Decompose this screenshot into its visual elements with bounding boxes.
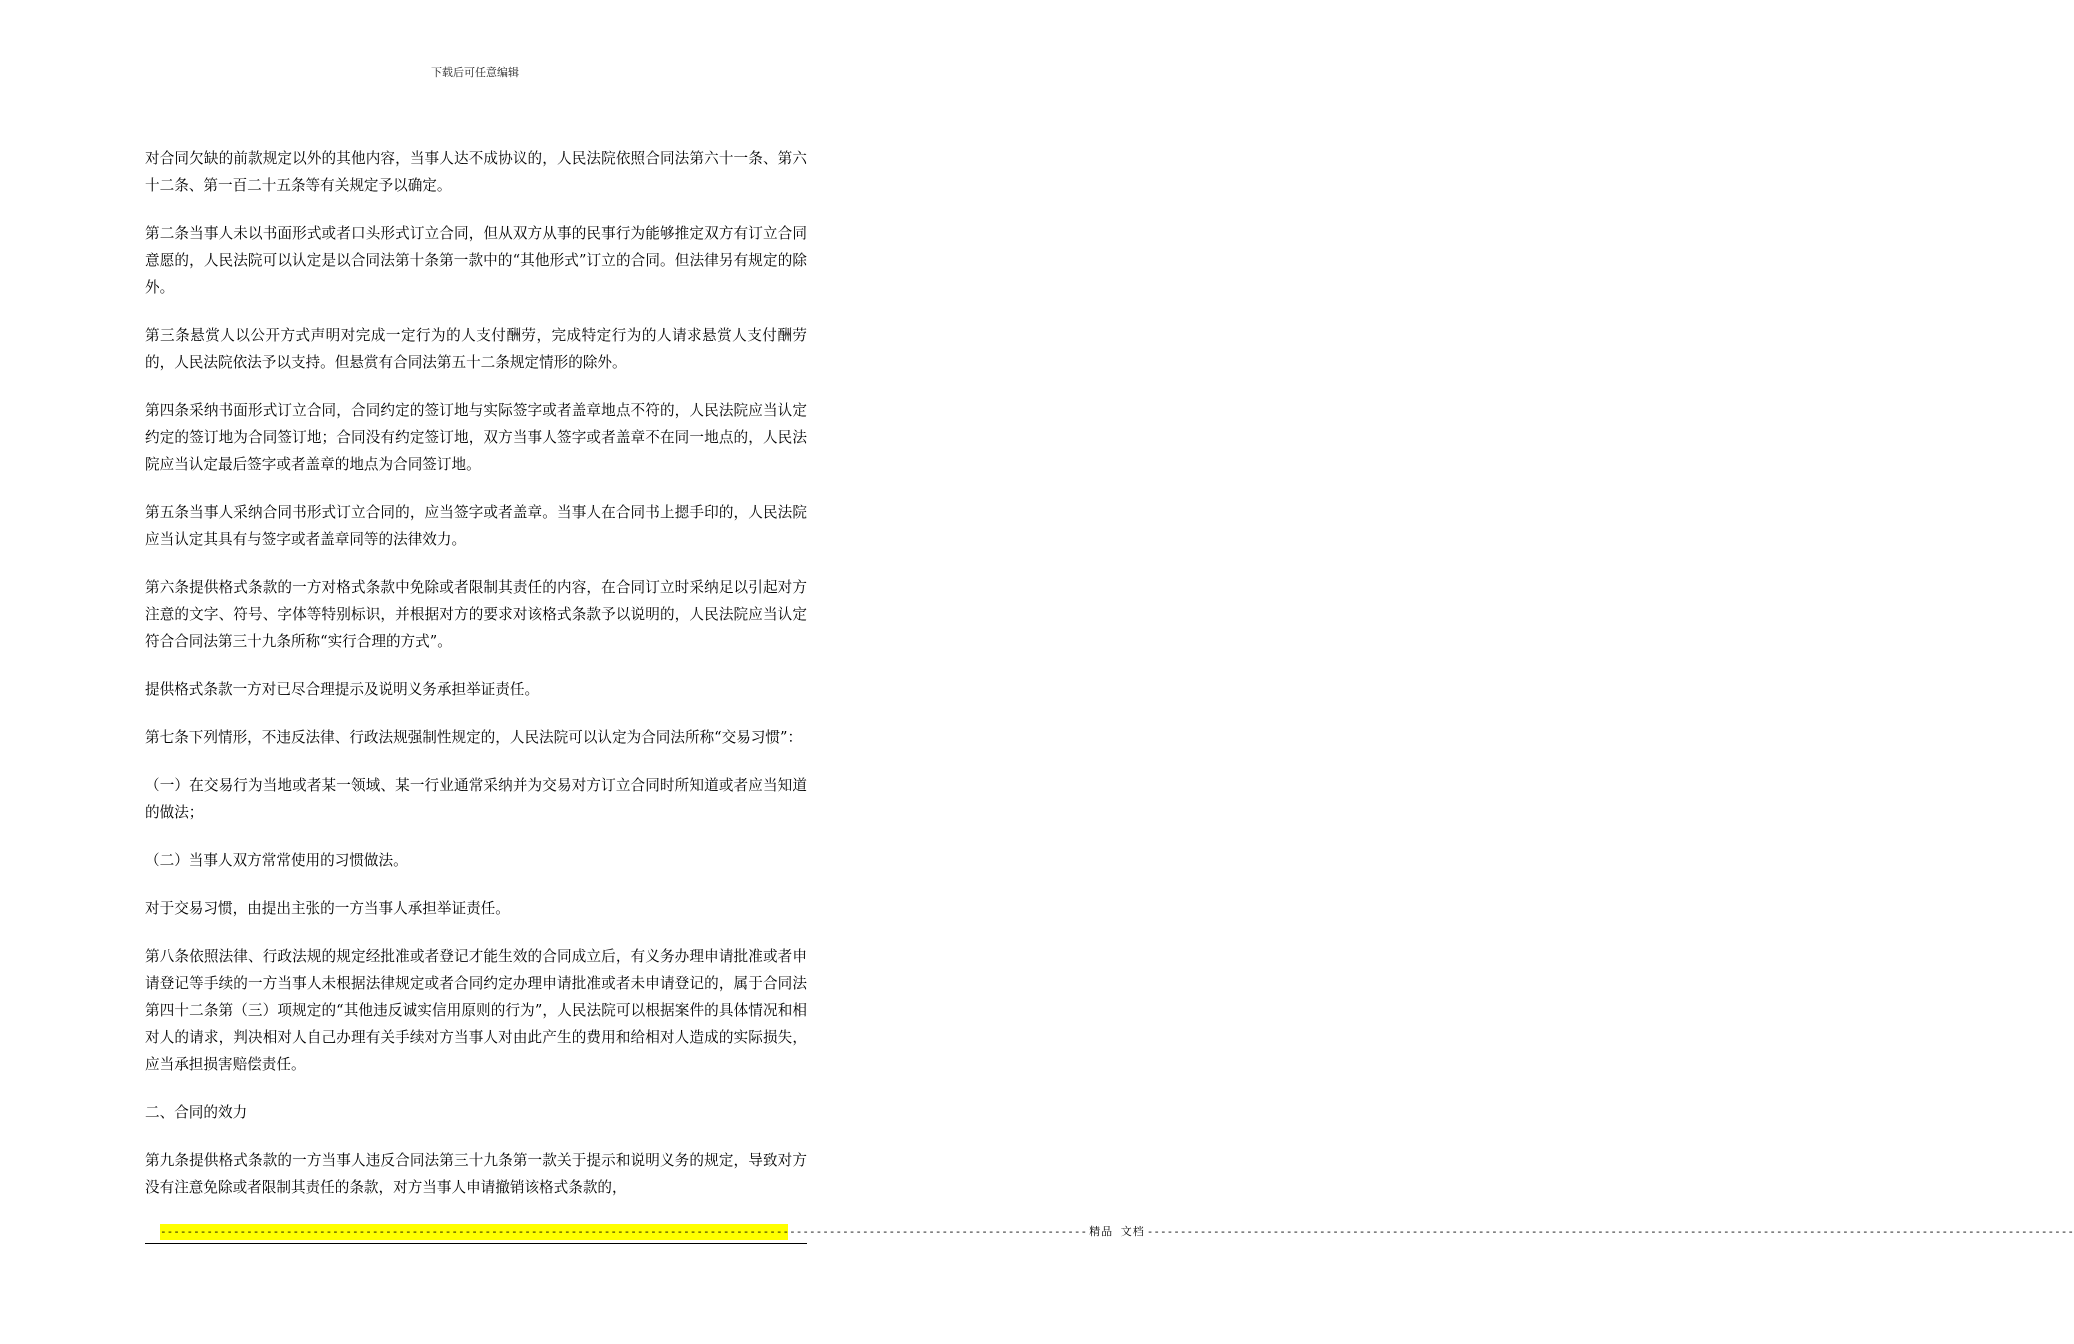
section-heading: 二、合同的效力 [145,1104,248,1121]
footer-banner [160,1224,2074,1240]
paragraph-4: 第四条采纳书面形式订立合同，合同约定的签订地与实际签字或者盖章地点不符的，人民法院应当认定约定的签订地为合同签订地；合同没有约定签订地，双方当事人签字或者盖章不在同一地点的，人民法院应当认定最后签字或者盖章的地点为合同签订地。 [145,402,807,473]
footer-rule [145,1243,807,1244]
paragraph-7: 提供格式条款一方对已尽合理提示及说明义务承担举证责任。 [145,681,540,698]
document-body [145,145,807,1222]
paragraph-10: （二）当事人双方常常使用的习惯做法。 [145,852,408,869]
paragraph-13: 第九条提供格式条款的一方当事人违反合同法第三十九条第一款关于提示和说明义务的规定，导致对方没有注意免除或者限制其责任的条款，对方当事人申请撤销该格式条款的， [145,1152,807,1196]
page-header-note: 下载后可任意编辑 [431,66,519,79]
paragraph-8: 第七条下列情形，不违反法律、行政法规强制性规定的，人民法院可以认定为合同法所称“交易习惯”： [145,729,803,746]
footer-label: 精品 文档 [1089,1225,1145,1238]
paragraph-6: 第六条提供格式条款的一方对格式条款中免除或者限制其责任的内容，在合同订立时采纳足以引起对方注意的文字、符号、字体等特别标识，并根据对方的要求对该格式条款予以说明的，人民法院应当认定符合合同法第三十九条所称“实行合理的方式”。 [145,579,807,650]
paragraph-5: 第五条当事人采纳合同书形式订立合同的，应当签字或者盖章。当事人在合同书上摁手印的，人民法院应当认定其具有与签字或者盖章同等的法律效力。 [145,504,807,548]
paragraph-9: （一）在交易行为当地或者某一领域、某一行业通常采纳并为交易对方订立合同时所知道或者应当知道的做法； [145,777,807,821]
footer-dash-left: -------------------------------------------------------------------------------------------------------------------------------------------- [160,1225,1088,1238]
footer-dash-right: -------------------------------------------------------------------------------------------------------------------------------------------- [1146,1225,2074,1238]
paragraph-12: 第八条依照法律、行政法规的规定经批准或者登记才能生效的合同成立后，有义务办理申请批准或者申请登记等手续的一方当事人未根据法律规定或者合同约定办理申请批准或者未申请登记的，属于合同法第四十二条第（三）项规定的“其他违反诚实信用原则的行为”，人民法院可以根据案件的具体情况和相对人的请求，判决相对人自己办理有关手续对方当事人对由此产生的费用和给相对人造成的实际损失，应当承担损害赔偿责任。 [145,948,807,1073]
paragraph-3: 第三条悬赏人以公开方式声明对完成一定行为的人支付酬劳，完成特定行为的人请求悬赏人支付酬劳的，人民法院依法予以支持。但悬赏有合同法第五十二条规定情形的除外。 [145,327,807,371]
paragraph-1: 对合同欠缺的前款规定以外的其他内容，当事人达不成协议的，人民法院依照合同法第六十一条、第六十二条、第一百二十五条等有关规定予以确定。 [145,150,807,194]
paragraph-11: 对于交易习惯，由提出主张的一方当事人承担举证责任。 [145,900,510,917]
paragraph-2: 第二条当事人未以书面形式或者口头形式订立合同，但从双方从事的民事行为能够推定双方有订立合同意愿的，人民法院可以认定是以合同法第十条第一款中的“其他形式”订立的合同。但法律另有规定的除外。 [145,225,807,296]
